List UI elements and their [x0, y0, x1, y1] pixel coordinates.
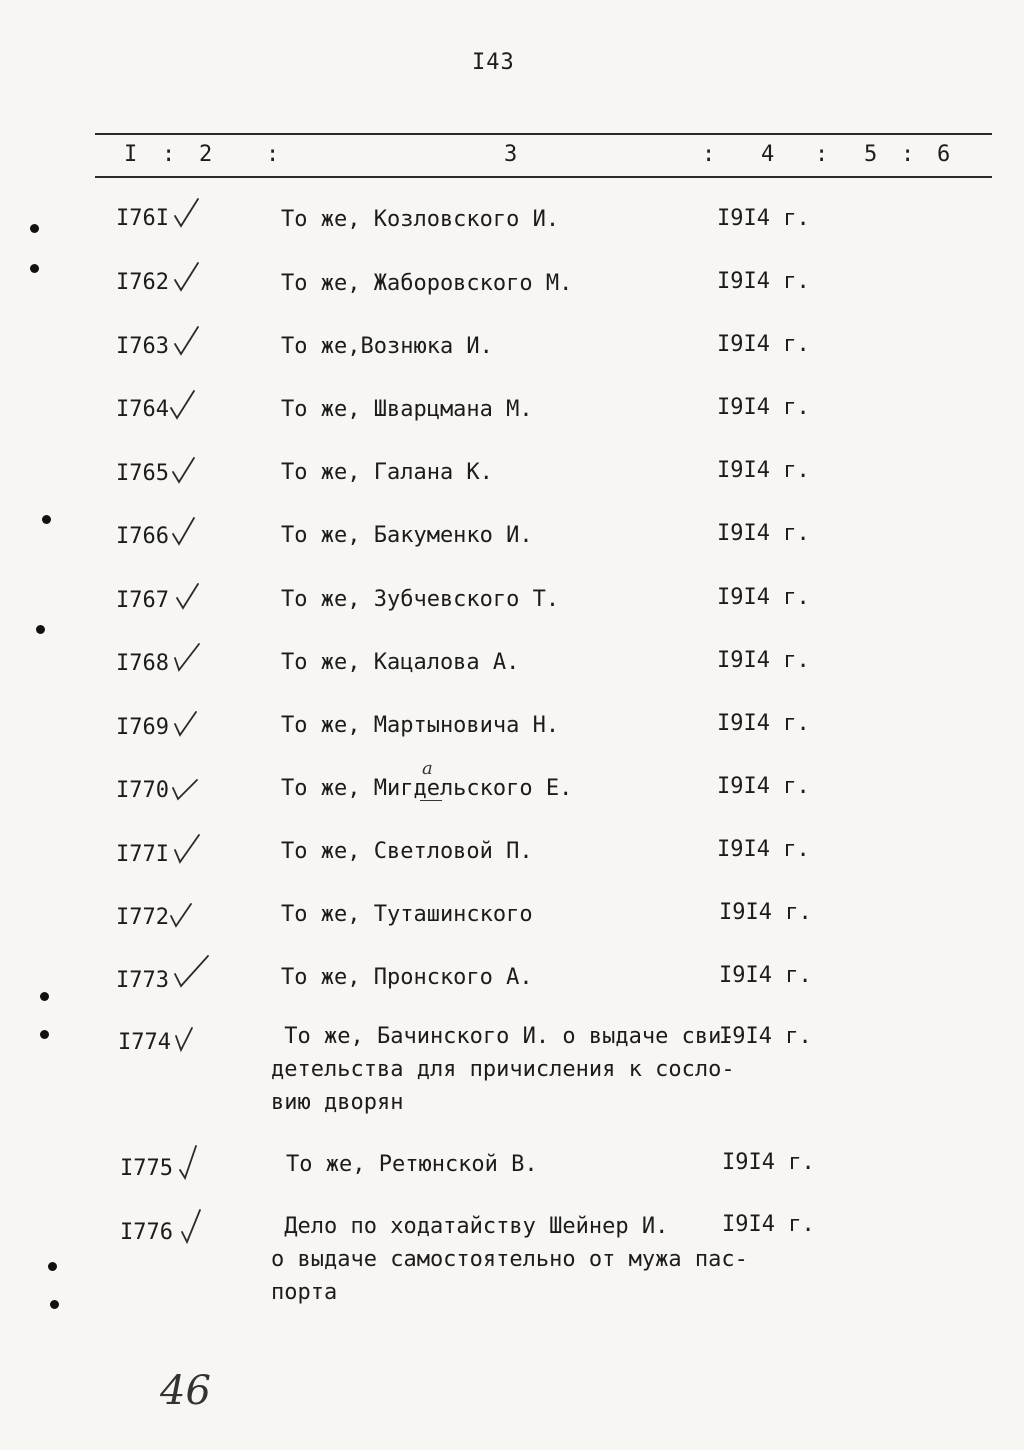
- entry-number: I772: [116, 905, 169, 930]
- header-col-5: 5: [864, 142, 878, 167]
- entry-description: То же, Светловой П.: [281, 839, 533, 864]
- check-mark-icon: [172, 832, 204, 866]
- header-sep-1: :: [162, 142, 176, 167]
- check-mark-icon: [170, 772, 202, 806]
- check-mark-icon: [170, 452, 202, 486]
- check-mark-icon: [170, 514, 202, 548]
- entry-number: I769: [116, 715, 169, 740]
- binding-hole: [30, 264, 39, 273]
- check-mark-icon: [178, 1206, 210, 1246]
- binding-hole: [42, 515, 51, 524]
- entry-number: I770: [116, 778, 169, 803]
- entry-number: I77I: [116, 842, 169, 867]
- entry-number: I762: [116, 270, 169, 295]
- header-col-3: 3: [504, 142, 518, 167]
- check-mark-icon: [172, 196, 204, 230]
- entry-year: I9I4 г.: [717, 206, 810, 231]
- entry-number: I763: [116, 334, 169, 359]
- header-col-6: 6: [937, 142, 951, 167]
- check-mark-icon: [172, 260, 204, 294]
- entry-year: I9I4 г.: [722, 1212, 815, 1237]
- entry-number: I766: [116, 524, 169, 549]
- entry-number: I767: [116, 588, 169, 613]
- correction-underline: [420, 800, 442, 801]
- entry-year: I9I4 г.: [717, 458, 810, 483]
- header-sep-4: :: [815, 142, 829, 167]
- folio-number: 46: [160, 1368, 211, 1414]
- entry-number: I765: [116, 461, 169, 486]
- check-mark-icon: [172, 952, 212, 992]
- binding-hole: [36, 625, 45, 634]
- entry-description: То же, Бачинского И. о выдаче сви- детельства для причисления к сосло- вию дворян: [271, 1024, 735, 1115]
- entry-year: I9I4 г.: [719, 1024, 812, 1049]
- entry-description: То же, Ретюнской В.: [286, 1152, 538, 1177]
- header-rule-bottom: [95, 176, 992, 178]
- entry-description: То же, Жаборовского М.: [281, 271, 573, 296]
- entry-description: То же, Зубчевского Т.: [281, 587, 560, 612]
- entry-year: I9I4 г.: [717, 521, 810, 546]
- entry-number: I775: [120, 1156, 173, 1181]
- entry-year: I9I4 г.: [717, 332, 810, 357]
- binding-hole: [40, 992, 49, 1001]
- entry-year: I9I4 г.: [717, 711, 810, 736]
- entry-year: I9I4 г.: [717, 585, 810, 610]
- check-mark-icon: [174, 580, 206, 614]
- header-sep-3: :: [702, 142, 716, 167]
- entry-year: I9I4 г.: [717, 269, 810, 294]
- entry-number: I76I: [116, 206, 169, 231]
- check-mark-icon: [168, 898, 200, 932]
- header-col-2: 2: [199, 142, 213, 167]
- check-mark-icon: [172, 324, 204, 358]
- binding-hole: [48, 1262, 57, 1271]
- binding-hole: [40, 1030, 49, 1039]
- page-number: I43: [472, 50, 515, 75]
- entry-number: I764: [116, 397, 169, 422]
- entry-description: То же, Бакуменко И.: [281, 523, 533, 548]
- check-mark-icon: [172, 706, 204, 740]
- check-mark-icon: [172, 640, 204, 674]
- entry-description: Дело по ходатайству Шейнер И. о выдаче самостоятельно от мужа пас- порта: [271, 1214, 748, 1305]
- entry-year: I9I4 г.: [717, 774, 810, 799]
- entry-year: I9I4 г.: [717, 837, 810, 862]
- entry-description: То же, Туташинского: [281, 902, 533, 927]
- entry-number: I774: [118, 1030, 171, 1055]
- entry-description: То же,Вознюка И.: [281, 334, 493, 359]
- entry-number: I768: [116, 651, 169, 676]
- entry-description: То же, Козловского И.: [281, 207, 560, 232]
- check-mark-icon: [168, 388, 200, 422]
- entry-description: То же, Пронского А.: [281, 965, 533, 990]
- entry-year: I9I4 г.: [719, 900, 812, 925]
- header-col-1: I: [124, 142, 138, 167]
- entry-number: I773: [116, 968, 169, 993]
- check-mark-icon: [172, 1024, 204, 1058]
- entry-year: I9I4 г.: [717, 648, 810, 673]
- entry-description: То же, Мартыновича Н.: [281, 713, 560, 738]
- header-col-4: 4: [761, 142, 775, 167]
- binding-hole: [30, 224, 39, 233]
- entry-year: I9I4 г.: [722, 1150, 815, 1175]
- binding-hole: [50, 1300, 59, 1309]
- entry-number: I776: [120, 1220, 173, 1245]
- header-rule-top: [95, 133, 992, 135]
- header-sep-2: :: [266, 142, 280, 167]
- entry-description: То же, Галана К.: [281, 460, 493, 485]
- check-mark-icon: [176, 1142, 208, 1182]
- entry-description: То же, Шварцмана М.: [281, 397, 533, 422]
- entry-year: I9I4 г.: [719, 963, 812, 988]
- entry-description: То же, Мигдельского Е.: [281, 776, 573, 801]
- entry-year: I9I4 г.: [717, 395, 810, 420]
- header-sep-5: :: [901, 142, 915, 167]
- entry-description: То же, Кацалова А.: [281, 650, 520, 675]
- handwritten-correction: а: [422, 758, 433, 779]
